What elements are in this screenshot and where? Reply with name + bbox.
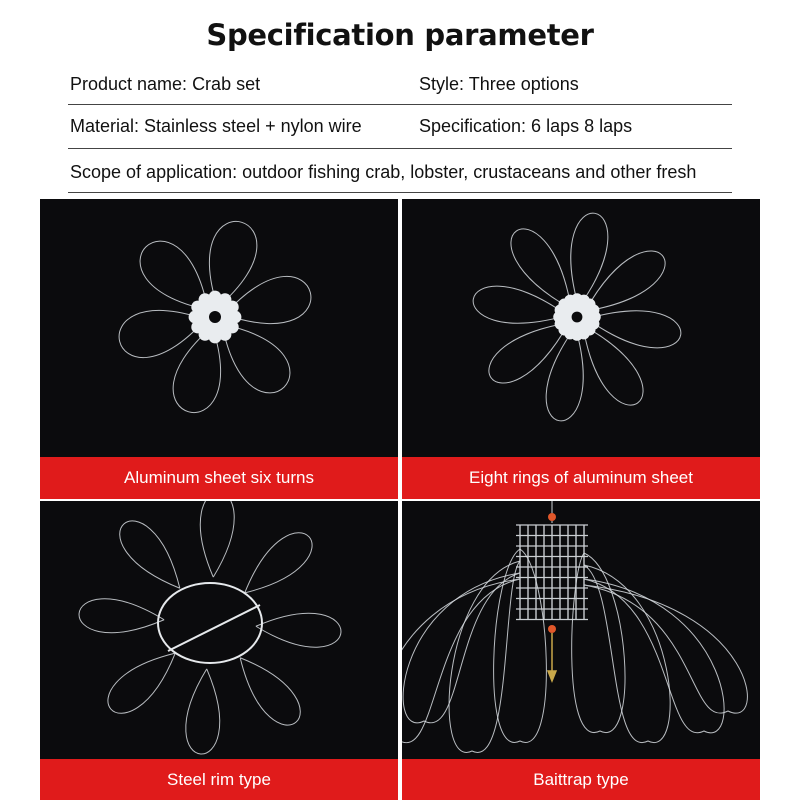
snare-loop: [584, 579, 724, 733]
divider: [68, 192, 732, 193]
snare-loop: [449, 561, 520, 752]
snare-loop: [585, 251, 665, 311]
snare-loop: [79, 599, 164, 633]
snare-loop: [240, 658, 300, 725]
eight-loop-crab-snare-image: [402, 199, 760, 457]
divider: [68, 148, 732, 149]
snare-loop: [256, 613, 341, 647]
product-photo-six-turns: [40, 199, 398, 499]
sheet-hole: [209, 311, 221, 323]
snare-loop: [587, 311, 681, 348]
snare-loop: [120, 521, 180, 588]
snare-loop: [245, 533, 312, 593]
spec-scope: Scope of application: outdoor fishing crab, lobster, crustaceans and other fresh: [70, 162, 697, 182]
product-photo-steel-rim: [40, 501, 398, 800]
rim-bar: [168, 605, 260, 651]
snare-loop: [108, 653, 175, 713]
caption-baittrap: Baittrap type: [402, 759, 760, 800]
snare-loop: [583, 325, 643, 405]
snare-loop: [200, 501, 234, 577]
divider: [68, 104, 732, 105]
baittrap-cage-image: [402, 501, 760, 759]
snare-loop: [402, 579, 520, 743]
caption-six-turns: Aluminum sheet six turns: [40, 457, 398, 499]
snare-loop: [473, 286, 567, 323]
snare-loop: [140, 241, 208, 310]
caption-steel-rim: Steel rim type: [40, 759, 398, 800]
snare-loop: [489, 323, 569, 383]
bead: [548, 513, 556, 521]
spec-specification: Specification: 6 laps 8 laps: [419, 116, 633, 136]
spec-style: Style: Three options: [419, 74, 579, 94]
six-loop-crab-snare-image: [40, 199, 398, 457]
snare-loop: [571, 213, 608, 307]
product-photo-eight-rings: [402, 199, 760, 499]
page-title: Specification parameter: [206, 18, 594, 52]
product-photo-baittrap: [402, 501, 760, 800]
caption-eight-rings: Eight rings of aluminum sheet: [402, 457, 760, 499]
steel-rim-crab-snare-image: [40, 501, 398, 759]
steel-rim: [158, 583, 262, 663]
snare-loop: [186, 669, 220, 754]
spec-product-name: Product name: Crab set: [70, 74, 261, 94]
bead: [548, 625, 556, 633]
sheet-hole: [572, 312, 583, 323]
snare-loop: [403, 573, 520, 723]
snare-loop: [546, 327, 583, 421]
spec-material: Material: Stainless steel + nylon wire: [70, 116, 362, 136]
snare-loop: [584, 565, 670, 743]
snare-loop: [511, 229, 571, 309]
sheet-tab: [588, 304, 600, 316]
snare-loop: [222, 324, 290, 393]
sheet-tab: [226, 301, 239, 314]
swivel-clip: [548, 633, 556, 681]
